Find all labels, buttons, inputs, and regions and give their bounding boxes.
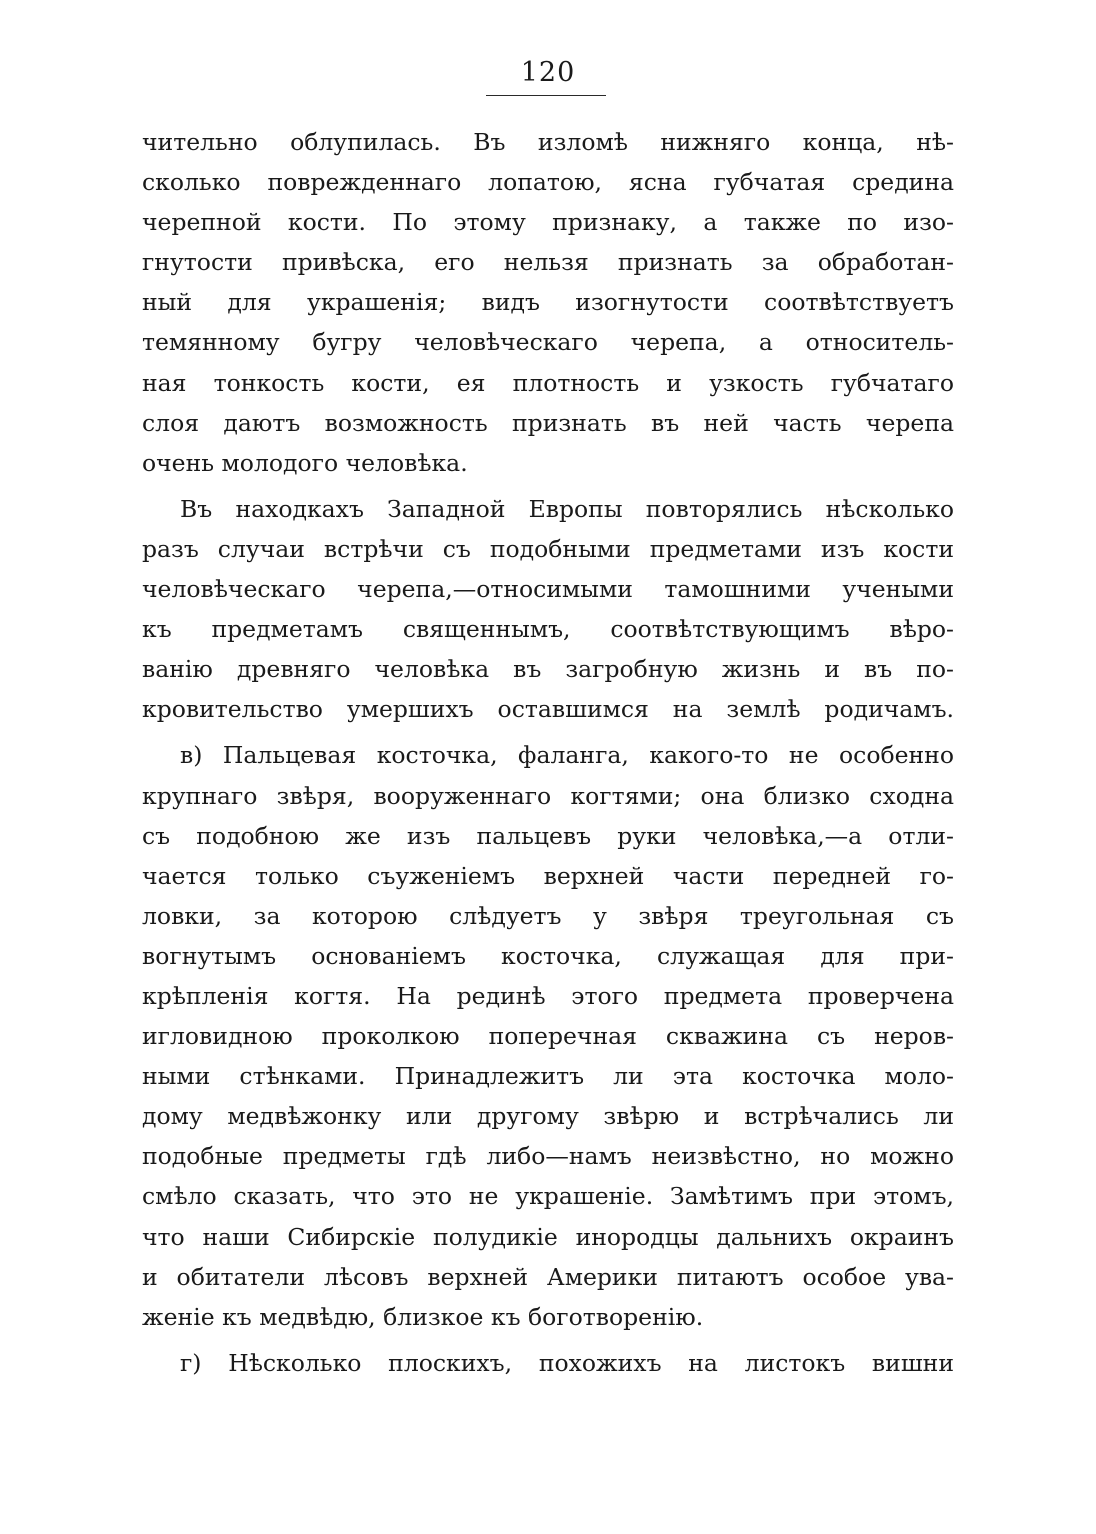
text-line: очень молодого человѣка. — [142, 448, 468, 477]
paragraph-1 — [142, 122, 954, 483]
paragraph-2 — [142, 489, 954, 730]
text-line: г) Нѣсколько плоскихъ, похожихъ на листокъ вишни — [180, 1348, 954, 1377]
paragraph-4 — [142, 1343, 954, 1383]
text-line: крѣпленія когтя. На рединѣ этого предмета проверчена — [142, 981, 954, 1010]
text-line: смѣло сказать, что это не украшеніе. Замѣтимъ при этомъ, — [142, 1182, 954, 1211]
text-line: игловидною проколкою поперечная скважина съ неров- — [142, 1022, 954, 1051]
text-line: кровительство умершихъ оставшимся на землѣ родичамъ. — [142, 695, 954, 724]
text-line: ловки, за которою слѣдуетъ у звѣря треугольная съ — [142, 901, 954, 930]
text-line: что наши Сибирскіе полудикіе инородцы дальнихъ окраинъ — [142, 1222, 954, 1251]
text-line: подобные предметы гдѣ либо—намъ неизвѣстно, но можно — [142, 1142, 954, 1171]
text-line: ванію древняго человѣка въ загробную жизнь и въ по- — [142, 655, 954, 684]
text-line: съ подобною же изъ пальцевъ руки человѣка,—а отли- — [142, 821, 954, 850]
text-line: ный для украшенія; видъ изогнутости соотвѣтствуетъ — [142, 288, 954, 317]
text-line: Въ находкахъ Западной Европы повторялись нѣсколько — [180, 494, 954, 523]
text-line: къ предметамъ священнымъ, соотвѣтствующимъ вѣро- — [142, 615, 954, 644]
text-line: чительно облупилась. Въ изломѣ нижняго конца, нѣ- — [142, 128, 954, 156]
text-line: ная тонкость кости, ея плотность и узкость губчатаго — [142, 368, 954, 397]
text-line: в) Пальцевая косточка, фаланга, какого-то не особенно — [180, 741, 954, 770]
text-line: сколько поврежденнаго лопатою, ясна губчатая средина — [142, 168, 954, 197]
text-line: разъ случаи встрѣчи съ подобными предметами изъ кости — [142, 534, 954, 563]
text-line: чается только съуженіемъ верхней части передней го- — [142, 861, 954, 890]
text-line: и обитатели лѣсовъ верхней Америки питаютъ особое ува- — [142, 1262, 954, 1291]
body-text — [142, 122, 954, 1383]
text-line: женіе къ медвѣдю, близкое къ боготворенію. — [142, 1302, 704, 1331]
text-line: черепной кости. По этому признаку, а также по изо- — [142, 208, 954, 237]
text-line: дому медвѣжонку или другому звѣрю и встрѣчались ли — [142, 1102, 954, 1131]
text-line: ными стѣнками. Принадлежитъ ли эта косточка моло- — [142, 1062, 954, 1091]
text-line: темянному бугру человѣческаго черепа, а относитель- — [142, 328, 954, 357]
page-number: 120 — [520, 57, 576, 88]
header-rule — [486, 95, 606, 96]
text-line: слоя даютъ возможность признать въ ней часть черепа — [142, 408, 954, 437]
text-line: крупнаго звѣря, вооруженнаго когтями; она близко сходна — [142, 781, 954, 810]
text-line: гнутости привѣска, его нельзя признать за обработан- — [142, 248, 954, 277]
paragraph-3 — [142, 735, 954, 1336]
text-line: вогнутымъ основаніемъ косточка, служащая для при- — [142, 941, 954, 970]
text-line: человѣческаго черепа,—относимыми тамошними учеными — [142, 575, 954, 604]
